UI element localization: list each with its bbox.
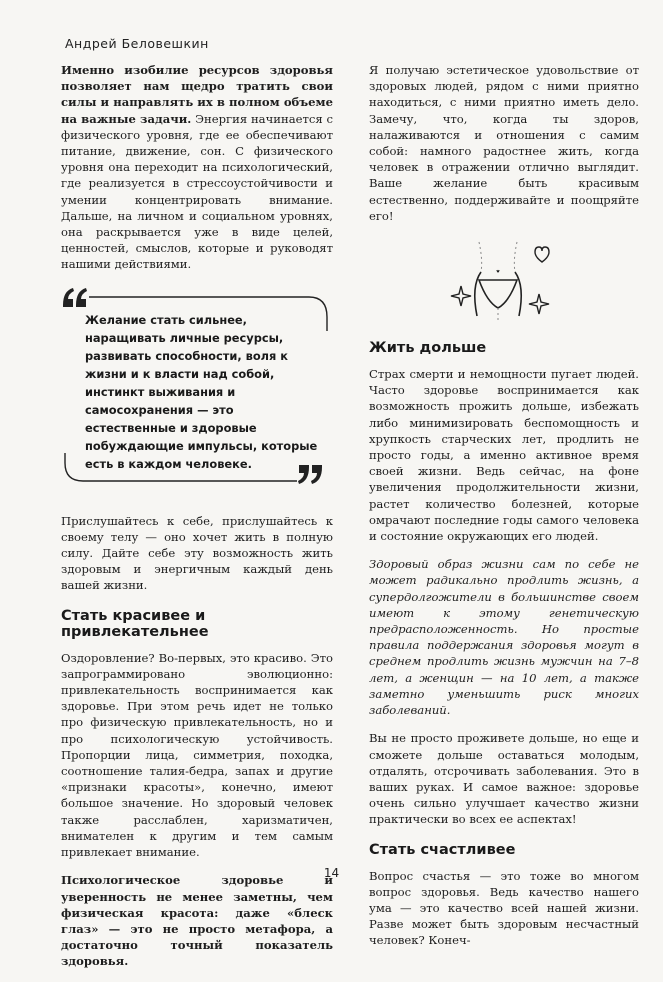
live-longer-paragraph: Вы не просто проживете дольше, но еще и сможете дольше оставаться молодым, отдалять, отсрочивать заболевания. Это в ваших руках. И самое важное: здоровье очень сильно улучшает качество жизни практически во всех ее аспектах!: [369, 731, 639, 827]
happiness-paragraph: Вопрос счастья — это тоже во многом вопрос здоровья. Ведь качество нашего ума — это качество всей нашей жизни. Разве может быть здоровым несчастный человек? Конеч-: [369, 868, 639, 948]
listen-paragraph: Прислушайтесь к себе, прислушайтесь к своему телу — оно хочет жить в полную силу. Дайте себе эту возможность жить здоровым и энергичным каждый день вашей жизни.: [61, 513, 333, 593]
psychology-paragraph: Психологическое здоровье и уверенность не менее заметны, чем физическая красота: даже «блеск глаз» — это не просто метафора, а достаточно точный показатель здоровья.: [61, 873, 333, 969]
heading-live-longer: Жить дольше: [369, 340, 487, 357]
waist-illustration: [369, 236, 639, 326]
aesthetic-paragraph: Я получаю эстетическое удовольствие от здоровых людей, рядом с ними приятно находиться, с ними приятно иметь дело. Замечу, что, когда ты здоров, налаживаются и отношения с самим собой: намного радостнее жить, когда человек в отражении отлично выглядит. Ваше желание быть красивым естественно, поддерживайте и поощряйте его!: [369, 63, 639, 223]
quote-text: Желание стать сильнее, наращивать личные ресурсы, развивать способности, воля к жизни и к власти над собой, инстинкт выживания и самосохранения — это естественные и здоровые побуждающие импульсы, которые есть в каждом человеке.: [85, 312, 318, 471]
intro-bold-text: Именно изобилие ресурсов здоровья позволяет нам щедро тратить свои силы и направлять их в полном объеме на важные задачи.: [61, 63, 333, 126]
open-quote-icon: [63, 288, 87, 307]
longevity-italic-paragraph: Здоровый образ жизни сам по себе не может радикально продлить жизнь, а супердолгожители в большинстве своем имеют к этому генетическую предрасположенность. Но простые правила поддержания здоровья могут в среднем продлить жизнь мужчин на 7–8 лет, а женщин — на 10 лет, а также заметно уменьшить риск многих заболеваний.: [369, 557, 639, 718]
heading-beauty: Стать красивее и привлекательнее: [61, 607, 209, 640]
pull-quote: [61, 285, 333, 499]
running-header-author: Андрей Беловешкин: [65, 36, 209, 51]
fear-paragraph: Страх смерти и немощности пугает людей. Часто здоровье воспринимается как возможность прожить дольше, избежать либо минимизировать беспомощность и хрупкость старческих лет, продлить не просто годы, а именно активное время своей жизни. Ведь сейчас, на фоне увеличения продолжительности жизни, растет количество болезней, которые омрачают последние годы самого человека и состояние окружающих его людей.: [369, 367, 639, 544]
intro-paragraph: [61, 62, 333, 273]
page-number: 14: [323, 866, 340, 880]
right-column: [369, 62, 639, 961]
heading-happier: Стать счастливее: [369, 841, 516, 858]
beauty-paragraph: Оздоровление? Во-первых, это красиво. Это запрограммировано эволюционно: привлекательность воспринимается как здоровье. При этом речь идет не только про физическую привлекательность, но и про психологическую устойчивость. Пропорции лица, симметрия, походка, соотношение талия-бедра, запах и другие «признаки красоты», конечно, имеют большое значение. Но здоровый человек также расслаблен, харизматичен, внимателен к другим и тем самым привлекает внимание.: [61, 650, 333, 860]
body-silhouette-icon: [439, 236, 559, 326]
intro-regular-text: Энергия начинается с физического уровня, где ее обеспечивают питание, движение, сон. С физического уровня она переходит на психологический, где реализуется в стрессоустойчивости и умении концентрировать внимание. Дальше, на личном и социальном уровнях, она раскрывается уже в виде целей, ценностей, смыслов, которые и руководят нашими действиями.: [61, 111, 333, 272]
left-column: [61, 62, 333, 982]
